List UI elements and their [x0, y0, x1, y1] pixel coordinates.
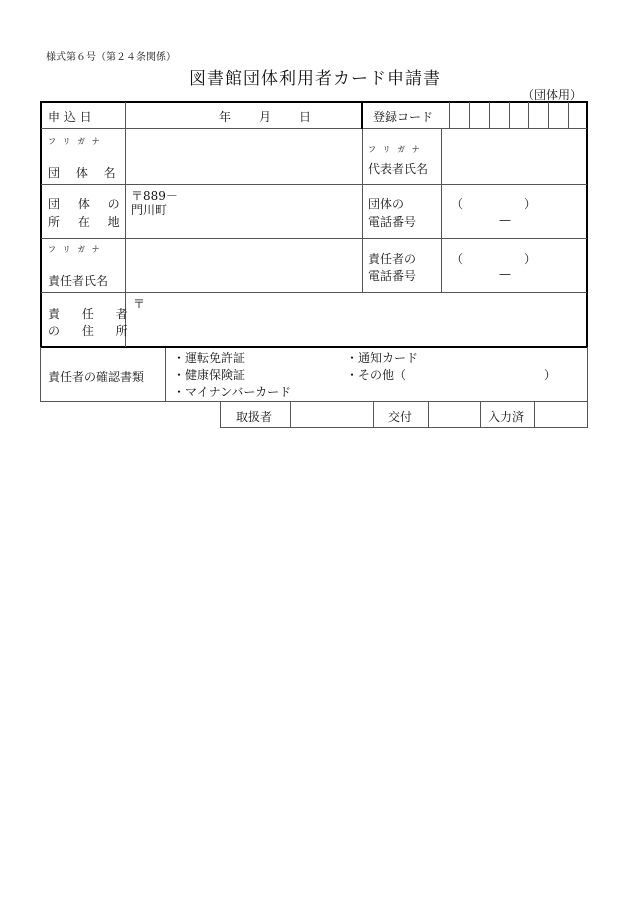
responsible-address-field[interactable]	[127, 294, 586, 346]
handler-label: 取扱者	[236, 410, 273, 424]
responsible-furigana-label: フ リ ガ ナ	[48, 245, 102, 254]
entered-label: 入力済	[488, 410, 525, 424]
group-address-label-line2: 所 在 地	[48, 215, 127, 229]
paren-open: （	[451, 197, 464, 211]
responsible-address-label-line2: の 住 所	[48, 324, 137, 338]
postal-code-prefix: 〒889－	[131, 189, 178, 203]
doc-other-close: ）	[544, 368, 557, 382]
paren-close: ）	[524, 252, 537, 266]
responsible-name-label: 責任者氏名	[48, 274, 109, 288]
paren-close: ）	[524, 197, 537, 211]
responsible-name-field[interactable]	[127, 240, 361, 291]
column-divider	[361, 101, 363, 129]
month-label: 月	[259, 110, 272, 124]
apply-date-label	[48, 108, 118, 125]
group-name-field[interactable]	[127, 130, 361, 183]
row-divider	[41, 292, 587, 293]
doc-health-insurance[interactable]: ・健康保険証	[173, 368, 246, 382]
representative-name-field[interactable]	[443, 130, 586, 183]
group-address-label-line1: 団 体 の	[48, 197, 127, 211]
representative-furigana-label: フ リ ガ ナ	[368, 145, 422, 154]
town-name: 門川町	[131, 203, 168, 217]
doc-my-number-card[interactable]: ・マイナンバーカード	[173, 385, 292, 399]
responsible-address-label-line1: 責 任 者	[48, 307, 137, 321]
issued-field[interactable]	[429, 402, 479, 427]
form-number: 様式第６号（第２４条関係）	[46, 52, 176, 63]
column-divider	[480, 402, 481, 427]
year-label: 年	[219, 110, 232, 124]
postal-mark: 〒	[133, 297, 146, 311]
day-label: 日	[299, 110, 312, 124]
entered-field[interactable]	[535, 402, 587, 427]
column-divider	[362, 129, 363, 292]
column-divider	[165, 348, 166, 402]
row-divider	[41, 238, 587, 239]
phone-dash: —	[499, 267, 511, 281]
doc-notification-card[interactable]: ・通知カード	[346, 351, 419, 365]
group-phone-label-line1: 団体の	[368, 197, 405, 211]
registration-code-field[interactable]	[450, 103, 586, 127]
issued-label: 交付	[388, 410, 413, 424]
paren-open: （	[451, 252, 464, 266]
responsible-phone-label-line2: 電話番号	[368, 269, 417, 283]
doc-drivers-license[interactable]: ・運転免許証	[173, 351, 246, 365]
row-divider	[41, 184, 587, 185]
phone-dash: —	[499, 213, 511, 227]
responsible-phone-label-line1: 責任者の	[368, 252, 417, 266]
group-name-furigana-label: フ リ ガ ナ	[48, 137, 102, 146]
apply-date-field[interactable]	[127, 103, 360, 127]
registration-code-label: 登録コード	[373, 110, 434, 124]
column-divider	[441, 129, 442, 292]
row-divider	[41, 128, 587, 129]
column-divider	[373, 402, 374, 427]
handler-field[interactable]	[291, 402, 372, 427]
group-phone-field[interactable]	[443, 186, 586, 237]
group-address-field[interactable]	[127, 186, 361, 237]
group-name-label: 団 体 名	[48, 166, 122, 180]
confirmation-docs-label: 責任者の確認書類	[48, 370, 145, 384]
group-phone-label-line2: 電話番号	[368, 215, 417, 229]
apply-date-label-text: 申 込 日	[48, 110, 92, 124]
responsible-phone-field[interactable]	[443, 240, 586, 291]
doc-other[interactable]: ・その他（	[346, 368, 407, 382]
group-use-note: （団体用）	[522, 88, 583, 102]
form-title: 図書館団体利用者カード申請書	[189, 69, 441, 89]
representative-name-label: 代表者氏名	[368, 162, 429, 176]
